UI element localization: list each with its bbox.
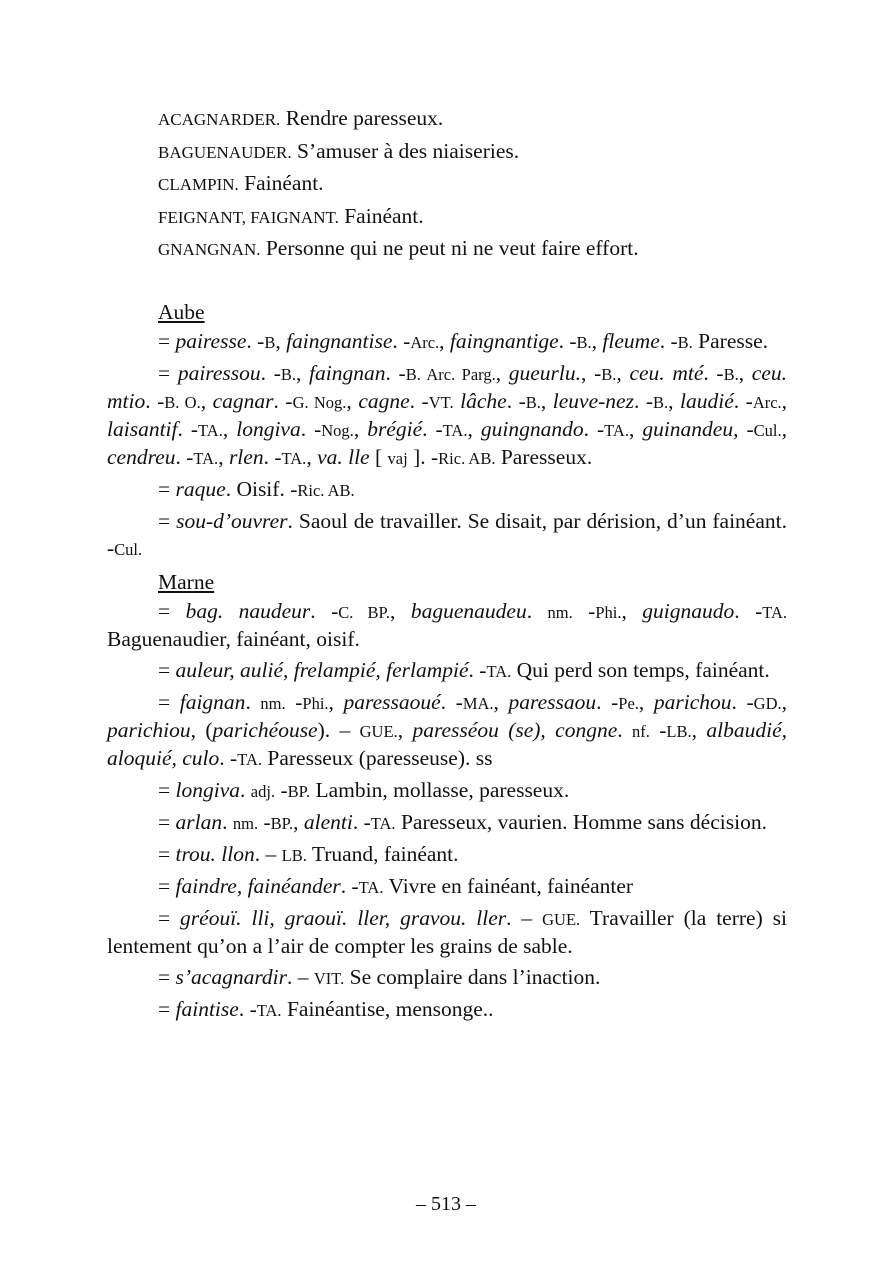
dialect-word: guinandeu, [642, 417, 739, 441]
source-abbrev: C. BP. [338, 603, 391, 622]
dialect-word: alenti [303, 810, 353, 834]
dialect-entry [107, 476, 787, 504]
dialect-word: bag. naudeur [185, 599, 311, 623]
entry-text: , [353, 417, 368, 441]
dialect-word: faingnan [309, 361, 386, 385]
entry-text: Lambin, mollasse, paresseux. [310, 778, 570, 802]
entry-text: = [158, 778, 176, 802]
entry-text: , [781, 417, 787, 441]
source-abbrev: B. O. [164, 393, 201, 412]
dialect-entry [107, 689, 787, 773]
source-abbrev: Phi. [595, 603, 622, 622]
entry-text: . - [260, 361, 281, 385]
source-abbrev: BP. [287, 782, 311, 801]
dialect-word: faintise [175, 997, 239, 1021]
entry-text: = [158, 509, 177, 533]
entry-text: . - [352, 810, 371, 834]
dialect-word: sou-d’ouvrer [176, 509, 288, 533]
entry-text: , [781, 690, 787, 714]
entry-text: = [158, 690, 180, 714]
entry-text: . - [300, 417, 322, 441]
source-abbrev: nm. [547, 603, 573, 622]
source-abbrev: TA. [442, 421, 468, 440]
entry-text: - [285, 690, 303, 714]
entry-text: . - [273, 389, 293, 413]
entry-headword: FEIGNANT, FAIGNANT. [158, 207, 339, 227]
entry-text: . – [254, 842, 282, 866]
entry-text: , [306, 445, 318, 469]
source-abbrev: B. [652, 393, 669, 412]
entry-text: . - [340, 874, 359, 898]
entry-text: . - [633, 389, 653, 413]
intro-entry [158, 138, 787, 166]
entry-text: , [738, 361, 752, 385]
dialect-entry [107, 996, 787, 1024]
entry-text: , [397, 718, 413, 742]
dialect-word: gréouï. lli, graouï. ller, gravou. ller [180, 906, 507, 930]
entry-text: , [638, 690, 654, 714]
source-abbrev: LB. [666, 722, 692, 741]
intro-entry [158, 170, 787, 198]
entry-text: - [738, 417, 754, 441]
entry-text: - [572, 599, 596, 623]
entry-text: ]. - [407, 445, 439, 469]
dialect-word: laisantif [107, 417, 178, 441]
intro-entry [158, 105, 787, 133]
entry-text: . - [731, 690, 754, 714]
entry-text: = [158, 599, 186, 623]
entry-text: , [591, 329, 603, 353]
entry-text: . [245, 690, 261, 714]
page-number: – 513 – [416, 1193, 476, 1215]
entry-text: . - [238, 997, 257, 1021]
dialect-entry [107, 873, 787, 901]
entry-text: . - [263, 445, 282, 469]
source-abbrev: B. [280, 365, 296, 384]
dialect-word: brégié [367, 417, 423, 441]
intro-entry [158, 203, 787, 231]
entry-text: , [495, 361, 509, 385]
entry-text: , [616, 361, 630, 385]
source-abbrev: VIT. [313, 969, 345, 988]
entry-text: = [158, 997, 176, 1021]
section-heading-aube: Aube [158, 300, 205, 324]
entry-text: Paresseux. [495, 445, 593, 469]
entry-text: Vivre en fainéant, fainéanter [383, 874, 634, 898]
dialect-word: baguenaudeu [410, 599, 527, 623]
source-abbrev: Cul. [753, 421, 782, 440]
entry-text: = [158, 842, 176, 866]
entry-text: = [158, 810, 176, 834]
entry-text: Travailler (la terre) si lentement qu’on a l’air de compter les grains de sable. [107, 906, 787, 958]
source-abbrev: B. Arc. Parg. [405, 365, 496, 384]
entry-text: - [649, 718, 667, 742]
source-abbrev: TA. [370, 814, 396, 833]
dialect-entry [107, 360, 787, 472]
dialect-word: faingnantige [449, 329, 559, 353]
entry-text: - [275, 778, 288, 802]
entry-text: [ [369, 445, 388, 469]
source-abbrev: nm. [260, 694, 286, 713]
source-abbrev: nf. [632, 722, 650, 741]
entry-text: Paresseux (paresseuse). ss [262, 746, 493, 770]
entry-text: , [346, 389, 359, 413]
source-abbrev: TA. [762, 603, 788, 622]
entry-text: . - [392, 329, 411, 353]
dialect-entry [107, 328, 787, 356]
source-abbrev: Arc. [752, 393, 782, 412]
entry-headword: GNANGNAN. [158, 240, 261, 259]
dialect-word: albaudié, aloquié, culo [107, 718, 788, 770]
dialect-word: parichiou [107, 718, 191, 742]
dialect-entry [107, 905, 787, 960]
entry-text: . - [703, 361, 724, 385]
entry-headword: CLAMPIN. [158, 175, 239, 194]
entry-text: . - [734, 599, 763, 623]
section-aube [107, 297, 787, 563]
source-abbrev: GD. [753, 694, 782, 713]
dialect-word: gueurlu. [508, 361, 582, 385]
entry-text: , [540, 389, 553, 413]
source-abbrev: Ric. AB. [438, 449, 496, 468]
dialect-word: laudié [680, 389, 734, 413]
entry-text: . - [177, 417, 199, 441]
dialect-word: faindre, fainéander [175, 874, 341, 898]
source-abbrev: MA. [462, 694, 494, 713]
entry-text: . - [175, 445, 194, 469]
entry-text: Fainéantise, mensonge.. [281, 997, 494, 1021]
dialect-word: cagne [358, 389, 410, 413]
source-abbrev: B. [601, 365, 617, 384]
dialect-word: faignan [179, 690, 246, 714]
dialect-entry [107, 598, 787, 653]
source-abbrev: VT. [428, 393, 454, 412]
entry-text: = [158, 906, 181, 930]
entry-text: . [222, 810, 233, 834]
source-abbrev: TA. [256, 1001, 282, 1020]
source-abbrev: vaj [387, 449, 408, 468]
entry-text: . - [506, 389, 526, 413]
source-abbrev: nm. [232, 814, 259, 833]
dialect-word: parichéouse [212, 718, 318, 742]
source-abbrev: B [264, 333, 276, 352]
entry-text: . [526, 599, 548, 623]
intro-entry [158, 235, 787, 263]
source-abbrev: TA. [193, 449, 219, 468]
entry-definition: Fainéant. [238, 171, 324, 195]
source-abbrev: B. [576, 333, 592, 352]
entry-text: . - [583, 417, 605, 441]
dialect-word: cendreu [107, 445, 176, 469]
source-abbrev: B. [723, 365, 739, 384]
dialect-word: rlen [228, 445, 264, 469]
dialect-word: longiva [236, 417, 301, 441]
entry-definition: Paresse. [692, 329, 769, 353]
entry-text: . - [659, 329, 678, 353]
entry-text: , [439, 329, 450, 353]
dialect-word: guingnando [480, 417, 584, 441]
source-abbrev: B. [677, 333, 693, 352]
dialect-word: lâche [460, 389, 507, 413]
entry-text: , - [581, 361, 602, 385]
dialect-word: longiva [175, 778, 241, 802]
entry-text: , [668, 389, 681, 413]
entry-text: , ( [190, 718, 213, 742]
entry-text: . - [385, 361, 406, 385]
source-abbrev: Nog. [321, 421, 354, 440]
dialect-word: paresséou (se), congne [412, 718, 618, 742]
dialect-word: trou. llon [175, 842, 255, 866]
entry-text: . - [310, 599, 339, 623]
source-abbrev: GUE. [542, 910, 581, 929]
entry-text: . - [440, 690, 463, 714]
source-abbrev: G. Nog. [292, 393, 347, 412]
entry-text: , [296, 361, 310, 385]
entry-text: . Oisif. - [225, 477, 298, 501]
dialect-word: s’acagnardir [175, 965, 287, 989]
dialect-word: va. lle [317, 445, 370, 469]
page-content [107, 105, 787, 1028]
entry-text: . - [145, 389, 165, 413]
entry-text: , [275, 329, 287, 353]
dialect-word: fleume [602, 329, 660, 353]
entry-definition: S’amuser à des niaiseries. [291, 138, 520, 163]
entry-text: , [293, 810, 304, 834]
entry-text: , [390, 599, 411, 623]
intro-list [158, 105, 787, 263]
source-abbrev: TA. [237, 750, 262, 769]
entry-definition: Personne qui ne peut ni ne veut faire effort. [260, 236, 639, 260]
dialect-word: arlan [175, 810, 223, 834]
entry-headword: BAGUENAUDER. [158, 142, 292, 162]
entry-text: . - [468, 658, 487, 682]
entry-definition: Rendre paresseux. [280, 106, 444, 130]
source-abbrev: LB. [281, 846, 307, 865]
entry-text: ). – [317, 718, 360, 742]
source-abbrev: adj. [250, 782, 276, 801]
source-abbrev: TA. [604, 421, 629, 440]
entry-text: = [158, 477, 176, 501]
source-abbrev: BP. [270, 814, 294, 833]
entry-text: , [493, 690, 509, 714]
entry-text: . – [287, 965, 314, 989]
dialect-word: ceu. mté [629, 361, 704, 385]
dialect-entry [107, 657, 787, 685]
entry-text: Paresseux, vaurien. Homme sans décision. [395, 810, 767, 834]
dialect-entry [107, 841, 787, 869]
dialect-word: raque [175, 477, 226, 501]
source-abbrev: B. [525, 393, 541, 412]
entry-text: , [781, 389, 788, 413]
entry-text: , [218, 445, 229, 469]
dialect-entry [107, 964, 787, 992]
source-abbrev: TA. [198, 421, 223, 440]
entry-text: = [158, 329, 176, 353]
dialect-word: auleur, aulié, frelampié, ferlampié [175, 658, 469, 682]
dialect-word: paressaou [508, 690, 597, 714]
dialect-word: parichou [653, 690, 732, 714]
dialect-word: pairesse [175, 329, 247, 353]
source-abbrev: Cul. [114, 540, 143, 559]
entry-text: , [691, 718, 707, 742]
dialect-word: ceu. mtio [107, 361, 787, 413]
entry-text: = [158, 965, 176, 989]
entry-text: - [258, 810, 271, 834]
entry-text: = [158, 874, 176, 898]
entry-text: = [158, 658, 176, 682]
entry-text: . Saoul de travailler. Se disait, par dérision, d’un fainéant. - [107, 509, 787, 560]
source-abbrev: Phi. [302, 694, 329, 713]
entry-text: Se complaire dans l’inaction. [344, 965, 601, 989]
dialect-word: faingnantise [286, 329, 393, 353]
dialect-word: cagnar [212, 389, 274, 413]
dialect-entry [107, 809, 787, 837]
dialect-word: pairessou [177, 361, 261, 385]
source-abbrev: Pe. [618, 694, 639, 713]
dialect-word: paressaoué [343, 690, 441, 714]
entry-text: Truand, fainéant. [306, 842, 459, 866]
entry-text: , [328, 690, 344, 714]
section-heading-marne: Marne [158, 570, 215, 594]
source-abbrev: GUE. [359, 722, 398, 741]
dialect-word: guignaudo [642, 599, 735, 623]
entry-text: , [200, 389, 213, 413]
entry-text: . - [558, 329, 577, 353]
dialect-entry [107, 777, 787, 805]
dialect-entry [107, 508, 787, 563]
source-abbrev: TA. [486, 662, 512, 681]
entry-text: Qui perd son temps, fainéant. [511, 658, 770, 682]
entry-text: = [158, 361, 178, 385]
entry-text: . - [219, 746, 238, 770]
source-abbrev: Arc. [410, 333, 440, 352]
entry-text: , [467, 417, 481, 441]
entry-text: . [240, 778, 251, 802]
dialect-word: leuve-nez [552, 389, 634, 413]
source-abbrev: TA. [281, 449, 307, 468]
entry-text: . - [409, 389, 429, 413]
entry-text: . - [733, 389, 753, 413]
source-abbrev: Ric. AB. [297, 481, 355, 500]
entry-text: Baguenaudier, fainéant, oisif. [107, 627, 360, 651]
entry-text: . - [246, 329, 265, 353]
entry-text: . – [506, 906, 543, 930]
entry-text: , [628, 417, 643, 441]
source-abbrev: TA. [358, 878, 384, 897]
entry-definition: Fainéant. [338, 203, 424, 228]
entry-text: , [621, 599, 643, 623]
section-marne [107, 567, 787, 1024]
entry-headword: ACAGNARDER. [158, 110, 281, 129]
entry-text: , [222, 417, 237, 441]
entry-text: . - [596, 690, 619, 714]
entry-text: . [617, 718, 633, 742]
entry-text: . - [422, 417, 443, 441]
